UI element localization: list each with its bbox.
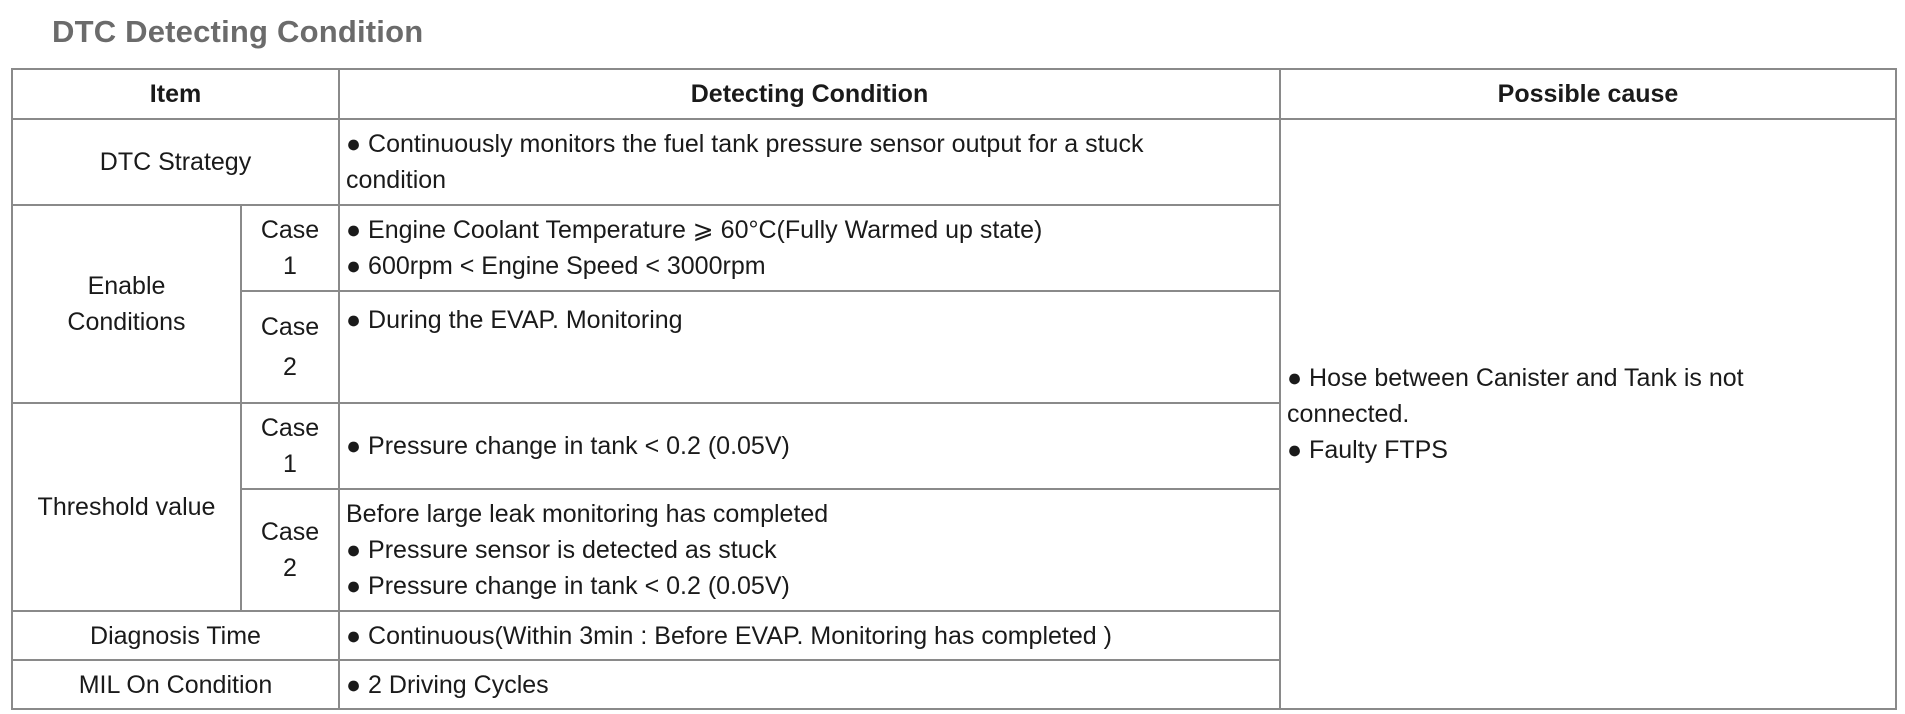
condition-dtc-strategy (339, 119, 1280, 205)
condition-threshold-case2 (339, 489, 1280, 611)
case-label-threshold-2 (241, 489, 339, 611)
case-label-line: 2 (283, 353, 297, 381)
case-label-line: 1 (283, 450, 297, 478)
condition-line: ● Pressure sensor is detected as stuck (346, 536, 777, 564)
case-label-threshold-1 (241, 403, 339, 489)
item-label-line: Conditions (67, 308, 186, 336)
case-label-enable-2 (241, 291, 339, 403)
item-enable-conditions (12, 205, 241, 403)
item-label-line: Enable (87, 272, 166, 300)
condition-line: ● Pressure change in tank < 0.2 (0.05V) (346, 572, 790, 600)
case-label-line: Case (260, 414, 320, 442)
condition-line: condition (346, 166, 447, 194)
header-possible-cause: Possible cause (1280, 69, 1896, 119)
condition-line: ● Pressure change in tank < 0.2 (0.05V) (346, 432, 790, 460)
case-label-line: Case (260, 216, 320, 244)
header-item: Item (12, 69, 339, 119)
case-label-line: 2 (283, 554, 297, 582)
condition-line: ● Engine Coolant Temperature ⩾ 60°C(Fully Warmed up state) (346, 216, 1043, 244)
dtc-condition-table (11, 68, 1897, 710)
table-row-dtc-strategy (12, 119, 1896, 205)
cause-line: connected. (1287, 400, 1410, 428)
possible-cause-cell (1280, 119, 1896, 709)
condition-line: ● Continuous(Within 3min : Before EVAP. Monitoring has completed ) (346, 621, 1112, 650)
cause-line: ● Hose between Canister and Tank is not (1287, 364, 1744, 392)
page-title: DTC Detecting Condition (52, 14, 424, 49)
condition-line: ● During the EVAP. Monitoring (346, 306, 683, 334)
condition-threshold-case1 (339, 403, 1280, 489)
condition-enable-case2 (339, 291, 1280, 403)
item-mil-on-condition: MIL On Condition (12, 660, 339, 709)
item-diagnosis-time: Diagnosis Time (12, 611, 339, 660)
item-dtc-strategy: DTC Strategy (12, 119, 339, 205)
condition-diagnosis-time (339, 611, 1280, 660)
condition-line: ● 600rpm < Engine Speed < 3000rpm (346, 252, 766, 280)
cause-line: ● Faulty FTPS (1287, 436, 1448, 464)
header-detecting-condition: Detecting Condition (339, 69, 1280, 119)
condition-mil-on-condition (339, 660, 1280, 709)
case-label-line: Case (260, 313, 320, 341)
case-label-enable-1 (241, 205, 339, 291)
case-label-line: Case (260, 518, 320, 546)
condition-enable-case1 (339, 205, 1280, 291)
case-label-line: 1 (283, 252, 297, 280)
condition-line: ● 2 Driving Cycles (346, 670, 549, 699)
condition-line: ● Continuously monitors the fuel tank pressure sensor output for a stuck (346, 130, 1144, 158)
item-threshold-value: Threshold value (12, 403, 241, 611)
table-header-row (12, 69, 1896, 119)
condition-line: Before large leak monitoring has completed (346, 500, 829, 528)
